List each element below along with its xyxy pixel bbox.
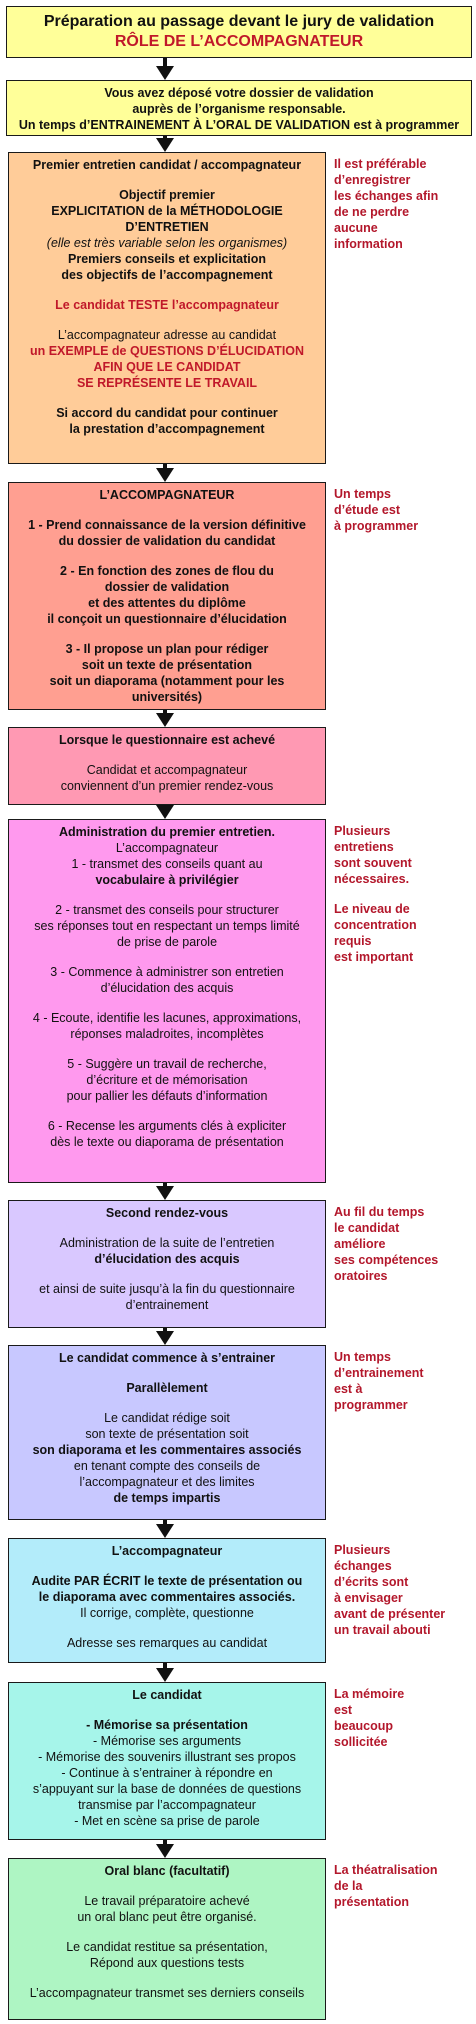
step-title: L’accompagnateur bbox=[111, 1544, 223, 1558]
side-note-line: d’étude est bbox=[334, 503, 400, 517]
step-text-line: - Continue à s’entrainer à répondre en bbox=[61, 1766, 273, 1780]
step-text-line: son diaporama et les commentaires associés bbox=[32, 1443, 302, 1457]
spacer bbox=[15, 1879, 319, 1893]
step-text-line: Répond aux questions tests bbox=[89, 1956, 245, 1970]
step-text-line: un EXEMPLE de QUESTIONS D’ÉLUCIDATION bbox=[29, 344, 305, 358]
step-text-line: transmise par l’accompagnateur bbox=[78, 1798, 256, 1812]
step-title: Premier entretien candidat / accompagnateur bbox=[32, 158, 302, 172]
side-note-line: est bbox=[334, 1703, 353, 1717]
step-box-second-rdv bbox=[8, 1200, 326, 1328]
step-text-line: d’écriture et de mémorisation bbox=[86, 1073, 248, 1087]
spacer bbox=[15, 627, 319, 641]
step-text-line: Administration de la suite de l’entretien bbox=[59, 1236, 275, 1250]
spacer bbox=[15, 1559, 319, 1573]
spacer bbox=[15, 748, 319, 762]
step-box-premier-entretien bbox=[8, 152, 326, 464]
step-title: Le candidat bbox=[132, 1688, 202, 1702]
step-text-line: dossier de validation bbox=[104, 580, 230, 594]
side-note-line: est important bbox=[334, 950, 414, 964]
arrow-down-icon bbox=[156, 713, 174, 727]
step-text-line: 5 - Suggère un travail de recherche, bbox=[67, 1057, 267, 1071]
spacer bbox=[15, 996, 319, 1010]
step-text-line: - Mémorise ses arguments bbox=[93, 1734, 241, 1748]
step-box-le-candidat bbox=[8, 1682, 326, 1840]
side-note-line: requis bbox=[334, 934, 372, 948]
step-text-line: l’accompagnateur et des limites bbox=[79, 1475, 255, 1489]
side-note-line: programmer bbox=[334, 1398, 408, 1412]
side-note-line: d’enregistrer bbox=[334, 173, 411, 187]
step-text-line: soit un texte de présentation bbox=[81, 658, 253, 672]
step-text-line: 3 - Commence à administrer son entretien bbox=[50, 965, 284, 979]
step-text-line: Parallèlement bbox=[126, 1381, 208, 1395]
step-title: Oral blanc (facultatif) bbox=[104, 1864, 230, 1878]
step-text-line: d’élucidation des acquis bbox=[100, 981, 234, 995]
side-note-administration bbox=[334, 823, 472, 965]
intro-line: Un temps d’ENTRAINEMENT À L’ORAL DE VALIDATION est à programmer bbox=[18, 118, 460, 132]
side-note-line: Plusieurs bbox=[334, 824, 391, 838]
step-box-questionnaire-acheve bbox=[8, 727, 326, 805]
step-text-line: de prise de parole bbox=[116, 935, 218, 949]
spacer bbox=[15, 1396, 319, 1410]
step-text-line: AFIN QUE LE CANDIDAT bbox=[93, 360, 241, 374]
step-box-oral-blanc bbox=[8, 1858, 326, 2020]
intro-line: auprès de l’organisme responsable. bbox=[132, 102, 346, 116]
side-note-line: Au fil du temps bbox=[334, 1205, 425, 1219]
side-note-line: oratoires bbox=[334, 1269, 388, 1283]
step-text-line: 2 - transmet des conseils pour structurer bbox=[55, 903, 279, 917]
step-text-line: Si accord du candidat pour continuer bbox=[56, 406, 278, 420]
side-note-line: les échanges afin bbox=[334, 189, 439, 203]
side-note-accompagnateur-1 bbox=[334, 486, 472, 534]
step-text-line: (elle est très variable selon les organismes) bbox=[46, 236, 288, 250]
step-text-line: des objectifs de l’accompagnement bbox=[61, 268, 273, 282]
side-note-line: d’écrits sont bbox=[334, 1575, 409, 1589]
step-text-line: Candidat et accompagnateur bbox=[86, 763, 248, 777]
side-note-line: information bbox=[334, 237, 403, 251]
side-note-line: avant de présenter bbox=[334, 1607, 446, 1621]
step-text-line: EXPLICITATION de la MÉTHODOLOGIE bbox=[51, 204, 283, 218]
arrow-down-icon bbox=[156, 66, 174, 80]
page-subtitle: RÔLE DE L’ACCOMPAGNATEUR bbox=[114, 33, 364, 50]
step-text-line: réponses maladroites, incomplètes bbox=[70, 1027, 264, 1041]
step-text-line: SE REPRÉSENTE LE TRAVAIL bbox=[76, 376, 258, 390]
page-title: Préparation au passage devant le jury de validation bbox=[43, 13, 435, 30]
spacer bbox=[15, 888, 319, 902]
step-text-line: Premiers conseils et explicitation bbox=[68, 252, 266, 266]
spacer bbox=[15, 1621, 319, 1635]
step-text-line: Le candidat TESTE l’accompagnateur bbox=[55, 298, 279, 312]
side-note-accompagnateur-2 bbox=[334, 1542, 472, 1638]
step-text-line: - Mémorise des souvenirs illustrant ses propos bbox=[38, 1750, 296, 1764]
step-box-accompagnateur-2 bbox=[8, 1538, 326, 1663]
side-note-line: sollicitée bbox=[334, 1735, 388, 1749]
side-note-line bbox=[334, 887, 472, 901]
step-text-line: Objectif premier bbox=[119, 188, 215, 202]
side-note-line: ses compétences bbox=[334, 1253, 439, 1267]
spacer bbox=[15, 173, 319, 187]
side-note-line: à programmer bbox=[334, 519, 419, 533]
step-text-line: - Met en scène sa prise de parole bbox=[74, 1814, 260, 1828]
spacer bbox=[15, 503, 319, 517]
step-text-line: 1 - transmet des conseils quant au bbox=[71, 857, 263, 871]
arrow-down-icon bbox=[156, 1186, 174, 1200]
side-note-line: entretiens bbox=[334, 840, 394, 854]
step-text-line: Audite PAR ÉCRIT le texte de présentation ou bbox=[31, 1574, 303, 1588]
step-title: Le candidat commence à s’entrainer bbox=[58, 1351, 276, 1365]
step-text-line: L’accompagnateur adresse au candidat bbox=[57, 328, 277, 342]
side-note-line: le candidat bbox=[334, 1221, 400, 1235]
side-note-line: Plusieurs bbox=[334, 1543, 391, 1557]
spacer bbox=[15, 313, 319, 327]
side-note-line: Un temps bbox=[334, 487, 391, 501]
spacer bbox=[15, 950, 319, 964]
spacer bbox=[15, 1971, 319, 1985]
side-note-line: La théatralisation bbox=[334, 1863, 438, 1877]
arrow-down-icon bbox=[156, 1524, 174, 1538]
spacer bbox=[15, 549, 319, 563]
arrow-down-icon bbox=[156, 468, 174, 482]
side-note-line: présentation bbox=[334, 1895, 410, 1909]
step-text-line: dès le texte ou diaporama de présentation bbox=[50, 1135, 284, 1149]
step-text-line: et des attentes du diplôme bbox=[88, 596, 246, 610]
step-text-line: en tenant compte des conseils de bbox=[73, 1459, 261, 1473]
step-text-line: 4 - Ecoute, identifie les lacunes, approximations, bbox=[32, 1011, 302, 1025]
arrow-down-icon bbox=[156, 138, 174, 152]
step-text-line: le diaporama avec commentaires associés. bbox=[38, 1590, 296, 1604]
step-text-line: d’élucidation des acquis bbox=[94, 1252, 240, 1266]
side-note-second-rdv bbox=[334, 1204, 472, 1284]
spacer bbox=[15, 391, 319, 405]
step-title: Administration du premier entretien. bbox=[58, 825, 275, 839]
step-text-line: soit un diaporama (notamment pour les universités) bbox=[49, 674, 285, 704]
side-note-line: Un temps bbox=[334, 1350, 391, 1364]
side-note-le-candidat bbox=[334, 1686, 472, 1750]
step-text-line: L’accompagnateur transmet ses derniers conseils bbox=[29, 1986, 305, 2000]
spacer bbox=[15, 1366, 319, 1380]
side-note-line: un travail abouti bbox=[334, 1623, 431, 1637]
step-text-line: Le candidat rédige soit bbox=[104, 1411, 230, 1425]
side-note-line: est à bbox=[334, 1382, 363, 1396]
spacer bbox=[15, 1042, 319, 1056]
side-note-line: échanges bbox=[334, 1559, 392, 1573]
step-text-line: s’appuyant sur la base de données de questions bbox=[32, 1782, 302, 1796]
side-note-line: d’entrainement bbox=[334, 1366, 424, 1380]
intro-line: Vous avez déposé votre dossier de validation bbox=[104, 86, 374, 100]
step-text-line: conviennent d’un premier rendez-vous bbox=[60, 779, 274, 793]
side-note-line: nécessaires. bbox=[334, 872, 410, 886]
step-text-line: 3 - Il propose un plan pour rédiger bbox=[65, 642, 269, 656]
side-note-line: beaucoup bbox=[334, 1719, 394, 1733]
step-box-accompagnateur-1 bbox=[8, 482, 326, 710]
step-text-line: du dossier de validation du candidat bbox=[58, 534, 276, 548]
step-title: L’ACCOMPAGNATEUR bbox=[99, 488, 235, 502]
step-text-line: et ainsi de suite jusqu’à la fin du questionnaire bbox=[39, 1282, 295, 1296]
spacer bbox=[15, 1267, 319, 1281]
step-text-line: vocabulaire à privilégier bbox=[95, 873, 239, 887]
step-text-line: ses réponses tout en respectant un temps limité bbox=[34, 919, 300, 933]
step-text-line: la prestation d’accompagnement bbox=[69, 422, 265, 436]
side-note-line: Le niveau de bbox=[334, 902, 410, 916]
step-text-line: Adresse ses remarques au candidat bbox=[66, 1636, 268, 1650]
arrow-down-icon bbox=[156, 1844, 174, 1858]
step-box-administration bbox=[8, 819, 326, 1183]
spacer bbox=[15, 1703, 319, 1717]
side-note-line: Il est préférable bbox=[334, 157, 427, 171]
header-box bbox=[6, 6, 472, 58]
side-note-line: concentration bbox=[334, 918, 417, 932]
side-note-line: de la bbox=[334, 1879, 363, 1893]
step-title: Lorsque le questionnaire est achevé bbox=[58, 733, 276, 747]
spacer bbox=[15, 1925, 319, 1939]
side-note-line: améliore bbox=[334, 1237, 386, 1251]
step-title: Second rendez-vous bbox=[105, 1206, 229, 1220]
spacer bbox=[15, 283, 319, 297]
step-text-line: de temps impartis bbox=[113, 1491, 221, 1505]
step-text-line: son texte de présentation soit bbox=[85, 1427, 249, 1441]
step-text-line: Il corrige, complète, questionne bbox=[80, 1606, 254, 1620]
side-note-line: sont souvent bbox=[334, 856, 412, 870]
step-text-line: Le candidat restitue sa présentation, bbox=[66, 1940, 268, 1954]
side-note-line: à envisager bbox=[334, 1591, 403, 1605]
arrow-down-icon bbox=[156, 805, 174, 819]
step-text-line: 6 - Recense les arguments clés à expliciter bbox=[47, 1119, 287, 1133]
step-text-line: D’ENTRETIEN bbox=[125, 220, 209, 234]
arrow-down-icon bbox=[156, 1668, 174, 1682]
intro-box bbox=[6, 80, 472, 136]
spacer bbox=[15, 1104, 319, 1118]
step-text-line: un oral blanc peut être organisé. bbox=[77, 1910, 257, 1924]
step-text-line: 1 - Prend connaissance de la version définitive bbox=[28, 518, 306, 532]
side-note-candidat-entrainer bbox=[334, 1349, 472, 1413]
step-text-line: - Mémorise sa présentation bbox=[86, 1718, 248, 1732]
step-text-line: L’accompagnateur bbox=[115, 841, 219, 855]
side-note-line: de ne perdre bbox=[334, 205, 410, 219]
side-note-premier-entretien bbox=[334, 156, 472, 252]
step-text-line: 2 - En fonction des zones de flou du bbox=[60, 564, 274, 578]
step-text-line: d’entrainement bbox=[125, 1298, 209, 1312]
spacer bbox=[15, 1221, 319, 1235]
side-note-oral-blanc bbox=[334, 1862, 472, 1910]
step-text-line: pour pallier les défauts d’information bbox=[66, 1089, 268, 1103]
side-note-line: La mémoire bbox=[334, 1687, 405, 1701]
arrow-down-icon bbox=[156, 1331, 174, 1345]
side-note-line: aucune bbox=[334, 221, 378, 235]
step-box-candidat-entrainer bbox=[8, 1345, 326, 1520]
step-text-line: Le travail préparatoire achevé bbox=[84, 1894, 250, 1908]
step-text-line: il conçoit un questionnaire d’élucidation bbox=[47, 612, 287, 626]
